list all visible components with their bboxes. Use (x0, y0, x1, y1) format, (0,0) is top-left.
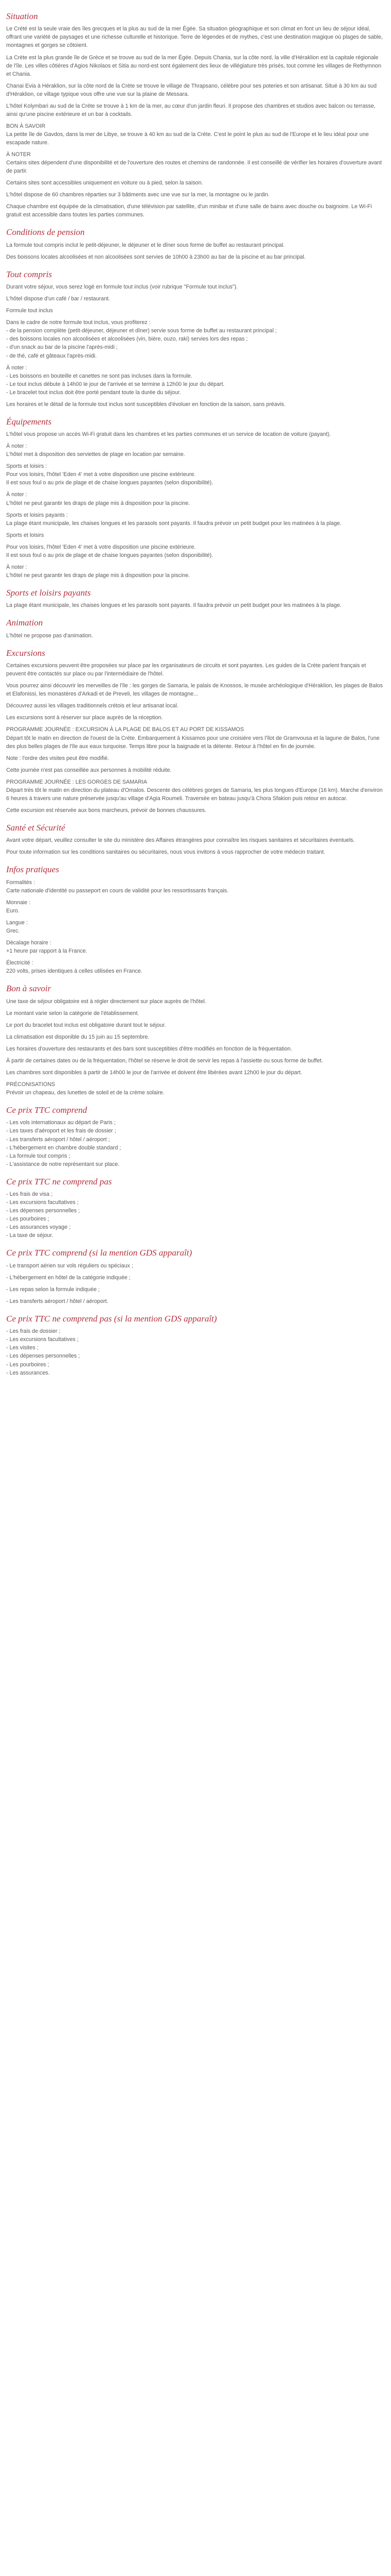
section-heading: Excursions (6, 648, 45, 658)
list-item: - Les vols internationaux au départ de Paris ; (6, 1120, 116, 1126)
paragraph: Le montant varie selon la catégorie de l'établissement. (6, 1010, 139, 1016)
paragraph: Monnaie : Euro. (6, 899, 30, 914)
paragraph: Électricité : 220 volts, prises identiques à celles utilisées en France. (6, 960, 142, 975)
section-heading: Santé et Sécurité (6, 822, 66, 833)
paragraph: Chanai Evia à Héraklion, sur la côte nord de la Crète se trouve le village de Thrapsano, célèbre pour ses poteries et son artisanat. Situé à 30 km au sud d'Héraklion, ce village typique vous offre une vue sur la plaine de Messara. (6, 82, 377, 97)
list-item: - Les taxes d'aéroport et les frais de dossier ; (6, 1128, 116, 1134)
list-item: - La taxe de séjour. (6, 1232, 53, 1239)
section (6, 648, 385, 815)
section-heading: Ce prix TTC comprend (si la mention GDS apparaît) (6, 1248, 192, 1258)
list-item: - Les transferts aéroport / hôtel / aéroport ; (6, 1136, 110, 1143)
section (6, 1177, 385, 1240)
paragraph: La Crète est la plus grande île de Grèce et se trouve au sud de la mer Égée. Depuis Chania, sur la côte nord, la ville d'Héraklion est la capitale régionale de l'île. Les villes côtières d'Agios Nikolaos et Sitia au nord-est sont également des lieux de villégiature très prisés, tout comme les villages de Rethymnon et Chania. (6, 54, 382, 77)
paragraph: L'hôtel dispose de 60 chambres réparties sur 3 bâtiments avec une vue sur la mer, la montagne ou le jardin. (6, 192, 270, 198)
paragraph: Sports et loisirs payants : La plage étant municipale, les chaises longues et les parasols sont payants. Il faudra prévoir un petit budget pour les matinées à la plage. (6, 512, 341, 527)
paragraph: BON À SAVOIR La petite île de Gavdos, dans la mer de Libye, se trouve à 40 km au sud de la Crète. C'est le point le plus au sud de l'Europe et le lieu idéal pour une escapade nature. (6, 123, 369, 146)
list-item: - Les assurances voyage ; (6, 1224, 71, 1231)
paragraph: À noter : L'hôtel met à disposition des serviettes de plage en location par semaine. (6, 443, 185, 458)
paragraph: Des boissons locales alcoolisées et non alcoolisées sont servies de 10h00 à 23h00 au bar de la piscine et au bar principal. (6, 253, 306, 260)
section-heading: Infos pratiques (6, 865, 59, 875)
list-item: - L'assistance de notre représentant sur place. (6, 1161, 120, 1167)
section (6, 588, 385, 609)
paragraph: Formule tout inclus (6, 308, 53, 314)
section (6, 823, 385, 856)
paragraph: L'hôtel vous propose un accès Wi-Fi gratuit dans les chambres et les parties communes et un service de location de voiture (payant). (6, 431, 331, 438)
paragraph: Pour toute information sur les conditions sanitaires ou sécuritaires, nous vous invitons à vous rapprocher de votre médecin traitant. (6, 849, 325, 856)
section-heading: Sports et loisirs payants (6, 587, 91, 598)
list-item: - Les excursions facultatives ; (6, 1336, 79, 1343)
section (6, 1105, 385, 1168)
paragraph: Les chambres sont disponibles à partir de 14h00 le jour de l'arrivée et doivent être libérées avant 12h00 le jour du départ. (6, 1069, 302, 1076)
paragraph: À noter : L'hôtel ne peut garantir les draps de plage mis à disposition pour la piscine. (6, 564, 190, 579)
list-item: - Les dépenses personnelles ; (6, 1353, 80, 1360)
paragraph: À partir de certaines dates ou de la fréquentation, l'hôtel se réserve le droit de servir les repas à l'assiette ou sous forme de buffet. (6, 1057, 323, 1064)
paragraph: Langue : Grec. (6, 919, 28, 934)
section (6, 227, 385, 261)
section-heading: Bon à savoir (6, 984, 51, 994)
paragraph: Cette excursion est réservée aux bons marcheurs, prévoir de bonnes chaussures. (6, 807, 206, 814)
list-item: - Les assurances. (6, 1369, 50, 1376)
section (6, 618, 385, 639)
list-item: - Les dépenses personnelles ; (6, 1208, 80, 1214)
paragraph: Formalités : Carte nationale d'identité ou passeport en cours de validité pour les ressortissants français. (6, 879, 229, 894)
paragraph: Certaines excursions peuvent être proposées sur place par les organisateurs de circuits et sont payantes. Les guides de la Crète parlent français et peuvent être contactés sur place ou par l'intermédiaire de l'hôtel. (6, 663, 366, 677)
paragraph: Chaque chambre est équipée de la climatisation, d'une télévision par satellite, d'un minibar et d'une salle de bains avec douche ou baignoire. Le Wi-Fi gratuit est accessible dans toutes les parties communes. (6, 204, 372, 218)
list-item: - Les pourboires ; (6, 1361, 50, 1368)
paragraph: Note : l'ordre des visites peut être modifié. (6, 755, 109, 761)
section (6, 11, 385, 219)
paragraph: Durant votre séjour, vous serez logé en formule tout inclus (voir rubrique "Formule tout inclus"). (6, 284, 238, 291)
paragraph: Décalage horaire : +1 heure par rapport à la France. (6, 940, 88, 955)
bullet-list (6, 1327, 385, 1377)
section-heading: Tout compris (6, 269, 52, 279)
paragraph: L'hôtel ne propose pas d'animation. (6, 632, 93, 639)
paragraph: Pour vos loisirs, l'hôtel 'Eden 4' met à votre disposition une piscine extérieure. Il est sous foul o au prix de plage et de chaise longues payantes (selon disponibilité). (6, 544, 214, 558)
section-heading: Animation (6, 618, 43, 628)
section-heading: Conditions de pension (6, 227, 85, 238)
paragraph: PROGRAMME JOURNÉE : LES GORGES DE SAMARIA Départ très tôt le matin en direction du plateau d'Omalos. Descente des célèbres gorges de Samaria, les plus longues d'Europe (16 km). Marche d'environ 6 heures à travers une nature préservée jusqu'au village d'Agia Roumeli. Traversée en bateau jusqu'à Chora Sfakion puis retour en autocar. (6, 778, 383, 802)
list-item: - La formule tout compris ; (6, 1153, 71, 1159)
paragraph: L'hôtel Kolymbari au sud de la Crète se trouve à 1 km de la mer, au cœur d'un jardin fleuri. Il propose des chambres et studios avec balcon ou terrasse, ainsi qu'une piscine extérieure et un bar à cocktails. (6, 103, 376, 117)
paragraph: Les excursions sont à réserver sur place auprès de la réception. (6, 715, 163, 721)
list-item: - Les pourboires ; (6, 1216, 50, 1223)
paragraph: Découvrez aussi les villages traditionnels crétois et leur artisanat local. (6, 703, 178, 709)
paragraph: À NOTER Certains sites dépendent d'une disponibilité et de l'ouverture des routes et chemins de randonnée. Il est conseillé de vérifier les horaires d'ouverture avant de partir. (6, 151, 382, 175)
paragraph: La formule tout compris inclut le petit-déjeuner, le déjeuner et le dîner sous forme de buffet au restaurant principal. (6, 242, 285, 248)
section-heading: Équipements (6, 416, 52, 427)
paragraph: Le port du bracelet tout inclus est obligatoire durant tout le séjour. (6, 1022, 166, 1028)
paragraph: Les horaires et le détail de la formule tout inclus sont susceptibles d'évoluer en fonction de la saison, sans préavis. (6, 401, 286, 408)
paragraph: La plage étant municipale, les chaises longues et les parasols sont payants. Il faudra prévoir un petit budget pour les matinées à la plage. (6, 602, 341, 609)
paragraph: Dans le cadre de notre formule tout inclus, vous profiterez : - de la pension complète (petit-déjeuner, déjeuner et dîner) servie sous forme de buffet au restaurant principal ; - des boissons locales non alcoolisées et alcoolisées (vin, bière, ouzo, raki) servies lors des repas ; - d'un snack au bar de la piscine l'après-midi ; - de thé, café et gâteaux l'après-midi. (6, 319, 277, 359)
section-heading: Situation (6, 11, 38, 21)
paragraph: - L'hébergement en hôtel de la catégorie indiquée ; (6, 1274, 131, 1281)
section (6, 269, 385, 409)
list-item: - Les frais de visa ; (6, 1191, 53, 1198)
section-heading: Ce prix TTC ne comprend pas (si la mention GDS apparaît) (6, 1313, 217, 1324)
list-item: - Les excursions facultatives ; (6, 1199, 79, 1206)
section (6, 1314, 385, 1377)
list-item: - L'hébergement en chambre double standard ; (6, 1144, 121, 1151)
list-item: - Les frais de dossier ; (6, 1328, 61, 1335)
paragraph: PRÉCONISATIONS Prévoir un chapeau, des lunettes de soleil et de la crème solaire. (6, 1081, 165, 1096)
paragraph: Cette journée n'est pas conseillée aux personnes à mobilité réduite. (6, 767, 172, 773)
paragraph: À noter : - Les boissons en bouteille et canettes ne sont pas incluses dans la formule. - Le tout inclus débute à 14h00 le jour de l'arrivée et se termine à 12h00 le jour du départ. - Le bracelet tout inclus doit être porté pendant toute la durée du séjour. (6, 364, 225, 396)
paragraph: Vous pourrez ainsi découvrir les merveilles de l'île : les gorges de Samaria, le palais de Knossos, le musée archéologique d'Héraklion, les plages de Balos et Elafonissi, les monastères d'Arkadi et de Preveli, les villages de montagne... (6, 683, 383, 698)
paragraph: L'hôtel dispose d'un café / bar / restaurant. (6, 296, 110, 302)
paragraph: PROGRAMME JOURNÉE : EXCURSION À LA PLAGE DE BALOS ET AU PORT DE KISSAMOS Départ tôt le matin en direction de l'ouest de la Crète. Embarquement à Kissamos pour une croisière vers l'îlot de Gramvousa et la lagune de Balos, l'une des plus belles plages de l'île aux eaux turquoise. Temps libre pour la baignade et la détente. Retour à l'hôtel en fin de journée. (6, 726, 380, 750)
paragraph: Sports et loisirs (6, 532, 44, 538)
paragraph: Les horaires d'ouverture des restaurants et des bars sont susceptibles d'être modifiés en fonction de la fréquentation. (6, 1045, 292, 1052)
section (6, 417, 385, 580)
bullet-list (6, 1118, 385, 1168)
paragraph: Avant votre départ, veuillez consulter le site du ministère des Affaires étrangères pour connaître les risques sanitaires et sécuritaires éventuels. (6, 837, 355, 844)
paragraph: Sports et loisirs : Pour vos loisirs, l'hôtel 'Eden 4' met à votre disposition une piscine extérieure. Il est sous foul o au prix de plage et de chaise longues payantes (selon disponibilité). (6, 463, 214, 486)
section-heading: Ce prix TTC comprend (6, 1105, 87, 1115)
bullet-list (6, 1190, 385, 1240)
list-item: - Les visites ; (6, 1345, 39, 1351)
section (6, 984, 385, 1097)
paragraph: Une taxe de séjour obligatoire est à régler directement sur place auprès de l'hôtel. (6, 998, 206, 1005)
paragraph: À noter : L'hôtel ne peut garantir les draps de plage mis à disposition pour la piscine. (6, 492, 190, 506)
paragraph: - Le transport aérien sur vols réguliers ou spéciaux ; (6, 1262, 133, 1269)
section (6, 1248, 385, 1306)
paragraph: La climatisation est disponible du 15 juin au 15 septembre. (6, 1033, 150, 1040)
section-heading: Ce prix TTC ne comprend pas (6, 1176, 112, 1187)
paragraph: - Les repas selon la formule indiquée ; (6, 1286, 100, 1293)
section (6, 865, 385, 975)
paragraph: Certains sites sont accessibles uniquement en voiture ou à pied, selon la saison. (6, 180, 203, 187)
paragraph: Le Crété est la seule vraie des îles grecques et la plus au sud de la mer Égée. Sa situation géographique et son climat en font un lieu de séjour idéal, offrant une variété de paysages et une richesse culturelle et historique. Terre de légendes et de mythes, c'est une destination magique où plages de sable, montagnes et gorges se côtoient. (6, 26, 383, 49)
paragraph: - Les transferts aéroport / hôtel / aéroport. (6, 1298, 108, 1304)
